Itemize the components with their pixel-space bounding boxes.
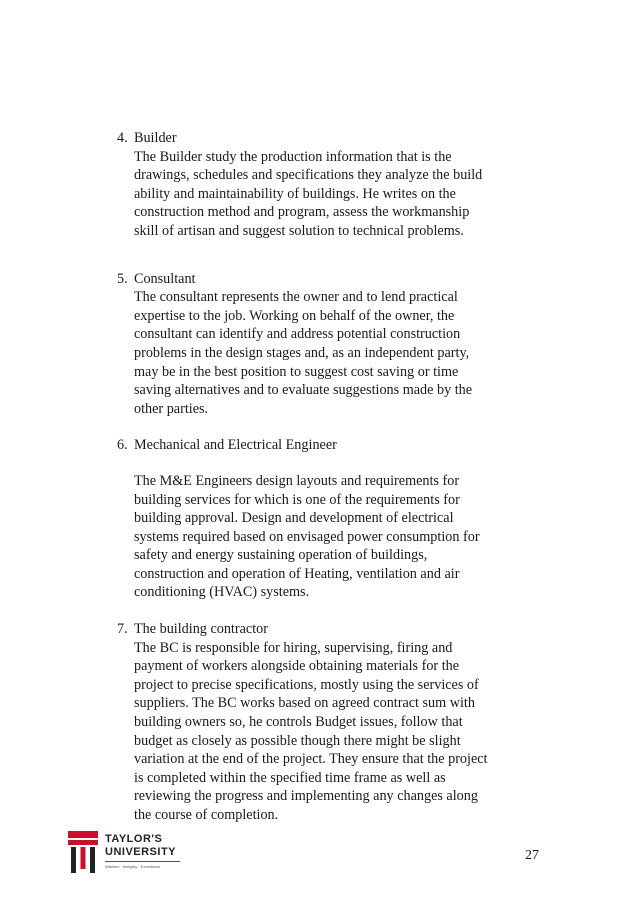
text-line: conditioning (HVAC) systems. xyxy=(134,584,310,601)
text-line: construction and operation of Heating, ventilation and air xyxy=(134,565,460,582)
text-line: reviewing the progress and implementing any changes along xyxy=(134,788,478,805)
text-line: systems required based on envisaged power consumption for xyxy=(134,528,480,545)
text-line: the course of completion. xyxy=(134,807,279,823)
university-logo xyxy=(68,831,180,873)
text-line: drawings, schedules and specifications they analyze the build xyxy=(134,167,483,184)
section-title: Consultant xyxy=(134,270,196,287)
text-line: payment of workers alongside obtaining materials for the xyxy=(134,658,460,675)
section-heading xyxy=(117,620,547,639)
text-line: variation at the end of the project. They ensure that the project xyxy=(134,751,488,768)
section-heading xyxy=(117,436,547,455)
text-line: consultant can identify and address potential construction xyxy=(134,326,461,343)
section-text xyxy=(134,639,547,825)
text-line: skill of artisan and suggest solution to technical problems. xyxy=(134,222,464,239)
text-line: building approval. Design and development of electrical xyxy=(134,510,454,527)
text-line: The M&E Engineers design layouts and requirements for xyxy=(134,472,460,489)
text-line: The consultant represents the owner and to lend practical xyxy=(134,289,458,306)
logo-divider xyxy=(105,861,180,862)
text-line: building services for which is one of the requirements for xyxy=(134,491,460,508)
section-number: 4. xyxy=(117,130,128,146)
text-line: The Builder study the production information that is the xyxy=(134,148,452,165)
text-line: expertise to the job. Working on behalf of the owner, the xyxy=(134,307,455,324)
text-line: other parties. xyxy=(134,400,209,417)
section-builder xyxy=(117,129,547,241)
section-text xyxy=(134,288,547,418)
section-title: The building contractor xyxy=(134,621,268,638)
text-line: may be in the best position to suggest cost saving or time xyxy=(134,363,459,380)
text-line: safety and energy sustaining operation of buildings, xyxy=(134,547,428,564)
section-number: 5. xyxy=(117,270,128,287)
text-line: is completed within the specified time frame as well as xyxy=(134,769,446,786)
text-line: The BC is responsible for hiring, supervising, firing and xyxy=(134,639,453,656)
section-title: Mechanical and Electrical Engineer xyxy=(134,437,337,454)
text-line: construction method and program, assess the workmanship xyxy=(134,204,470,221)
text-line: budget as closely as possible though there might be slight xyxy=(134,732,461,749)
section-building-contractor xyxy=(117,620,547,825)
section-consultant xyxy=(117,270,547,419)
page-number: 27 xyxy=(525,848,539,863)
section-heading xyxy=(117,270,547,289)
section-number: 7. xyxy=(117,621,128,638)
section-text xyxy=(134,148,547,241)
section-text xyxy=(134,472,547,602)
section-title: Builder xyxy=(134,130,177,146)
logo-line2: UNIVERSITY xyxy=(105,846,177,858)
section-mechanical-electrical xyxy=(117,436,547,602)
text-line: saving alternatives and to evaluate suggestions made by the xyxy=(134,382,473,399)
section-heading xyxy=(117,129,547,148)
text-line: problems in the design stages and, as an independent party, xyxy=(134,344,470,361)
text-line: ability and maintainability of buildings. He writes on the xyxy=(134,185,456,202)
text-line: building owners so, he controls Budget issues, follow that xyxy=(134,714,463,731)
text-line: project to precise specifications, mostly using the services of xyxy=(134,676,479,693)
text-line: suppliers. The BC works based on agreed contract sum with xyxy=(134,695,475,712)
taylors-emblem-icon xyxy=(68,831,98,873)
document-body xyxy=(117,129,547,825)
section-number: 6. xyxy=(117,437,128,454)
logo-tagline: Wisdom · Integrity · Excellence xyxy=(105,864,161,869)
logo-line1: TAYLOR'S xyxy=(105,833,163,845)
